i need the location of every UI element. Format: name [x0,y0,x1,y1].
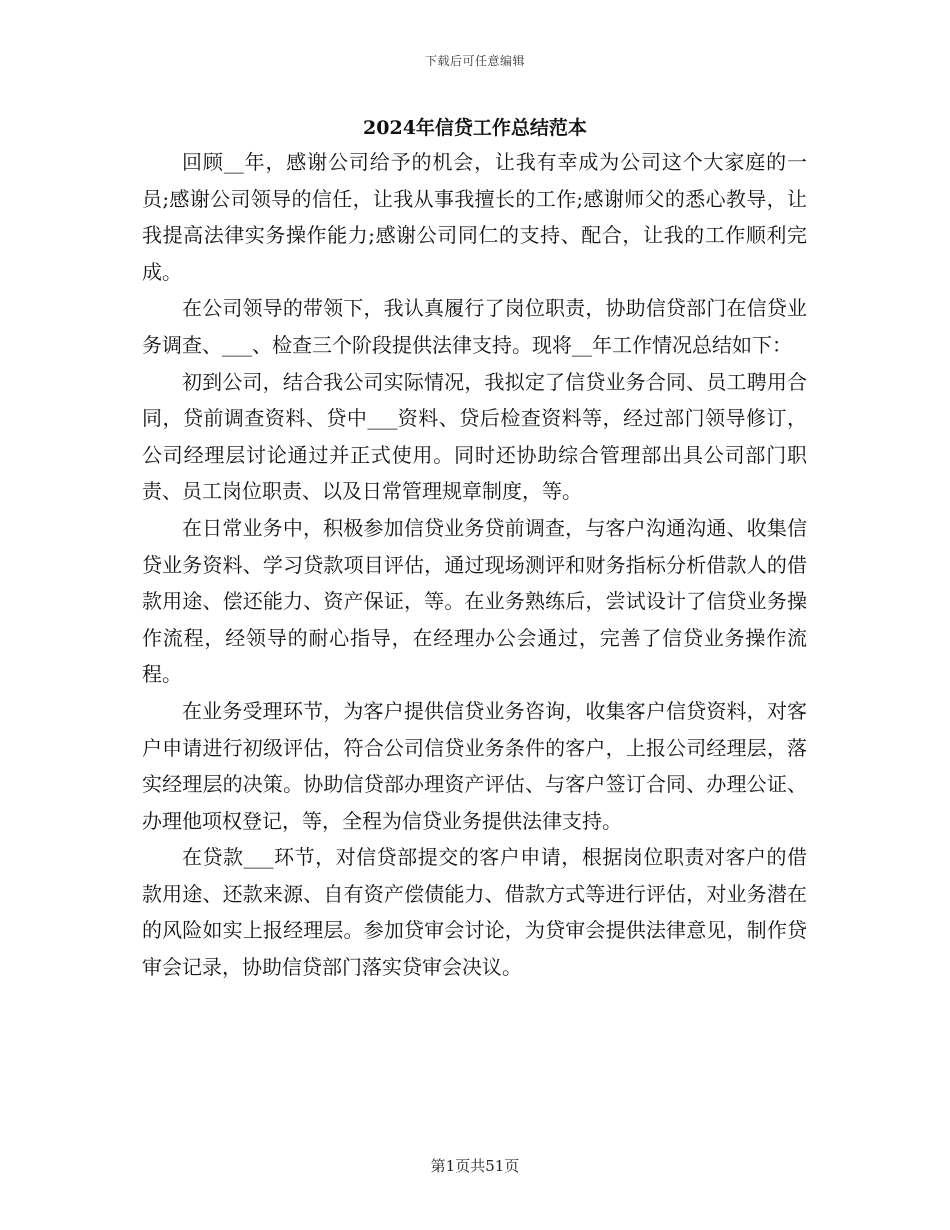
paragraph: 在贷款___环节，对信贷部提交的客户申请，根据岗位职责对客户的借款用途、还款来源、自有资产偿债能力、借款方式等进行评估，对业务潜在的风险如实上报经理层。参加贷审会讨论，为贷审会提供法律意见，制作贷审会记录，协助信贷部门落实贷审会决议。 [142,845,807,980]
header-note: 下载后可任意编辑 [424,54,525,68]
document-body [142,144,807,986]
paragraph: 在业务受理环节，为客户提供信贷业务咨询，收集客户信贷资料，对客户申请进行初级评估，符合公司信贷业务条件的客户，上报公司经理层，落实经理层的决策。协助信贷部办理资产评估、与客户签订合同、办理公证、办理他项权登记，等，全程为信贷业务提供法律支持。 [142,698,807,833]
paragraph: 回顾__年，感谢公司给予的机会，让我有幸成为公司这个大家庭的一员;感谢公司领导的信任，让我从事我擅长的工作;感谢师父的悉心教导，让我提高法律实务操作能力;感谢公司同仁的支持、配合，让我的工作顺利完成。 [142,150,807,284]
page-number: 第1页共51页 [430,1157,520,1175]
document-title: 2024年信贷工作总结范本 [363,117,587,139]
paragraph: 初到公司，结合我公司实际情况，我拟定了信贷业务合同、员工聘用合同，贷前调查资料、贷中___资料、贷后检查资料等，经过部门领导修订，公司经理层讨论通过并正式使用。同时还协助综合管理部出具公司部门职责、员工岗位职责、以及日常管理规章制度，等。 [142,369,807,504]
paragraph: 在日常业务中，积极参加信贷业务贷前调查，与客户沟通沟通、收集信贷业务资料、学习贷款项目评估，通过现场测评和财务指标分析借款人的借款用途、偿还能力、资产保证，等。在业务熟练后，尝试设计了信贷业务操作流程，经领导的耐心指导，在经理办公会通过，完善了信贷业务操作流程。 [142,515,807,687]
paragraph: 在公司领导的带领下，我认真履行了岗位职责，协助信贷部门在信贷业务调查、___、检查三个阶段提供法律支持。现将__年工作情况总结如下： [142,296,807,357]
